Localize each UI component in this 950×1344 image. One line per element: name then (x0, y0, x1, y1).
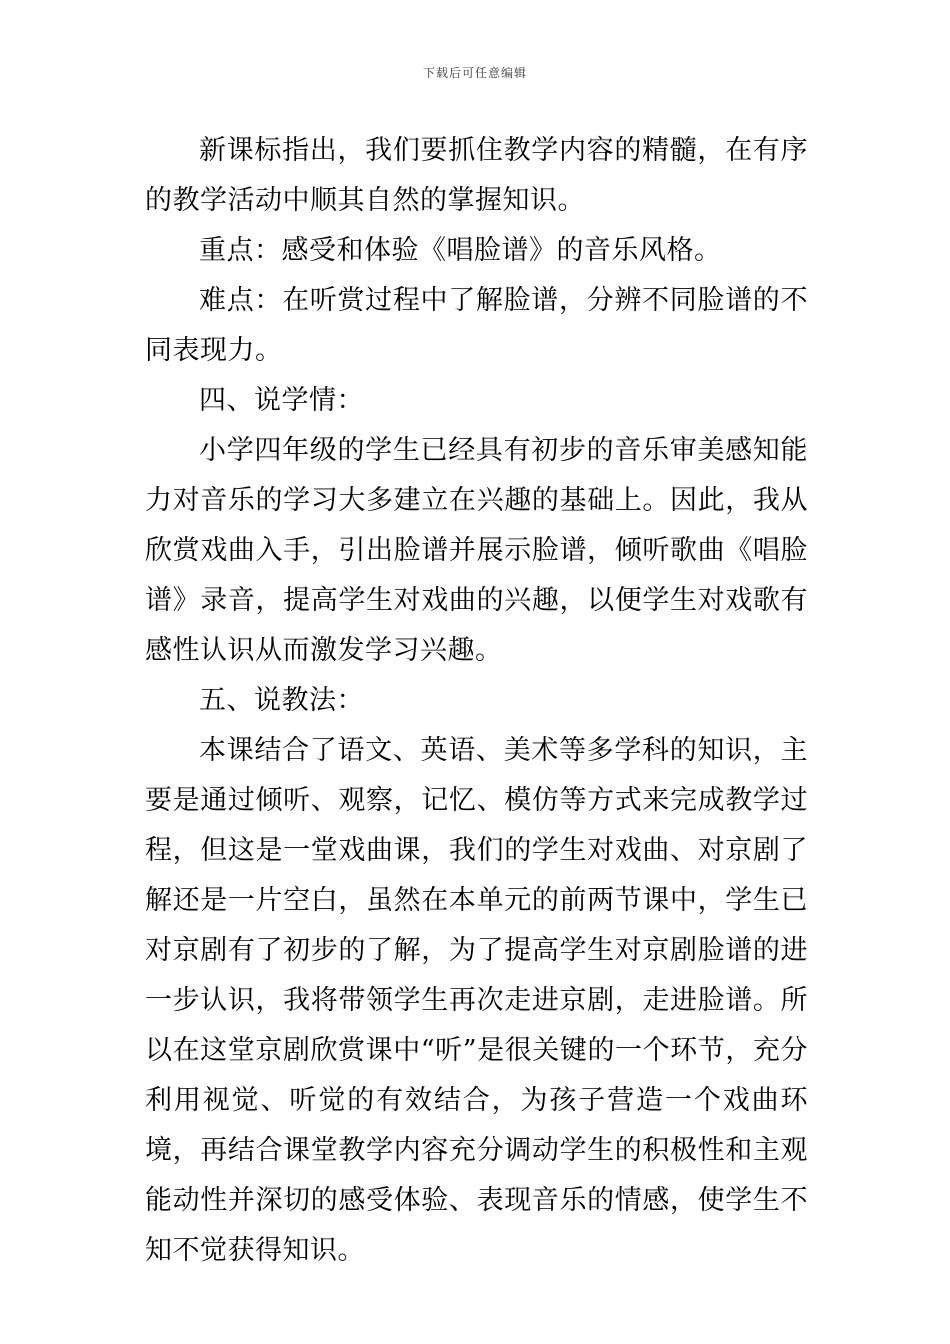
paragraph-curriculum-standard: 新课标指出，我们要抓住教学内容的精髓，在有序的教学活动中顺其自然的掌握知识。 (145, 135, 808, 216)
section-heading-teaching-method: 五、说教法： (199, 685, 364, 716)
paragraph-student-analysis: 小学四年级的学生已经具有初步的音乐审美感知能力对音乐的学习大多建立在兴趣的基础上。因此，我从欣赏戏曲入手，引出脸谱并展示脸谱，倾听歌曲《唱脸谱》录音，提高学生对戏曲的兴趣，以便学生对戏歌有感性认识从而激发学习兴趣。 (145, 435, 808, 666)
document-body (145, 126, 808, 1276)
paragraph-teaching-method: 本课结合了语文、英语、美术等多学科的知识，主要是通过倾听、观察，记忆、模仿等方式来完成教学过程，但这是一堂戏曲课，我们的学生对戏曲、对京剧了解还是一片空白，虽然在本单元的前两节课中，学生已对京剧有了初步的了解，为了提高学生对京剧脸谱的进一步认识，我将带领学生再次走进京剧，走进脸谱。所以在这堂京剧欣赏课中“听”是很关键的一个环节，充分利用视觉、听觉的有效结合，为孩子营造一个戏曲环境，再结合课堂教学内容充分调动学生的积极性和主观能动性并深切的感受体验、表现音乐的情感，使学生不知不觉获得知识。 (145, 735, 808, 1266)
paragraph-key-point: 重点：感受和体验《唱脸谱》的音乐风格。 (199, 235, 722, 266)
section-heading-student-analysis: 四、说学情： (199, 385, 364, 416)
paragraph-difficulty: 难点：在听赏过程中了解脸谱，分辨不同脸谱的不同表现力。 (145, 285, 808, 366)
header-note: 下载后可任意编辑 (422, 66, 527, 80)
